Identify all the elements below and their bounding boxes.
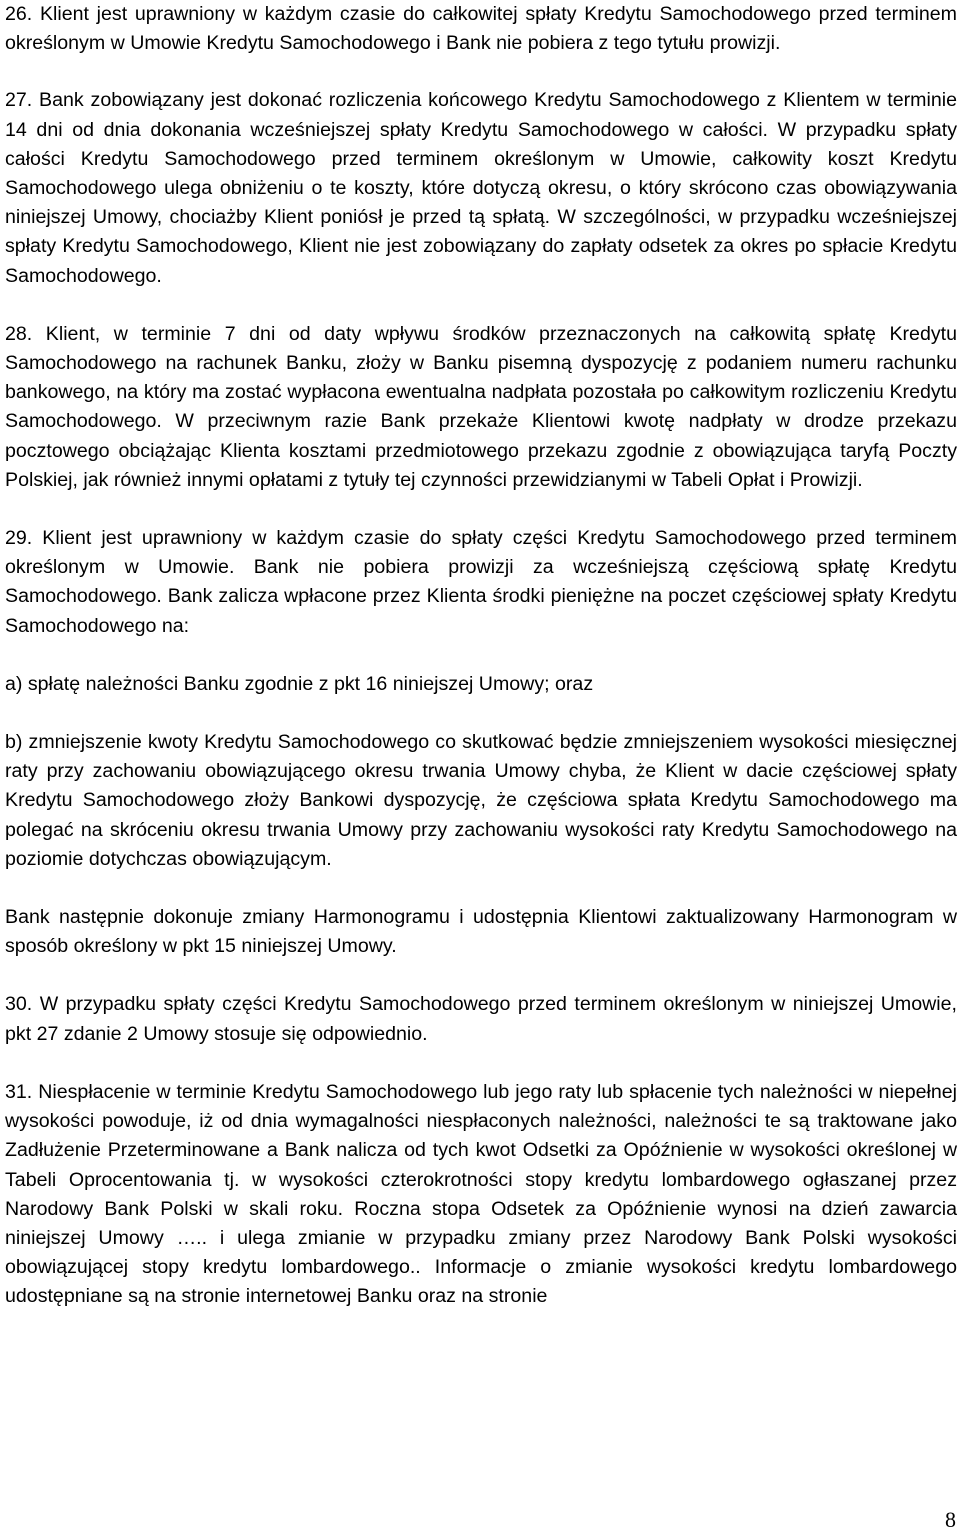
paragraph-31: 31. Niespłacenie w terminie Kredytu Samochodowego lub jego raty lub spłacenie tych należności w niepełnej wysokości powoduje, iż od dnia wymagalności niespłaconych należności, należności te są traktowane jako Zadłużenie Przeterminowane a Bank nalicza od tych kwot Odsetki za Opóźnienie w wysokości określonej w Tabeli Oprocentowania tj. w wysokości czterokrotności stopy kredytu lombardowego ogłaszanej przez Narodowy Bank Polski w skali roku. Roczna stopa Odsetek za Opóźnienie wynosi na dzień zawarcia niniejszej Umowy ….. i ulega zmianie w przypadku zmiany przez Narodowy Bank Polski wysokości obowiązującej stopy kredytu lombardowego.. Informacje o zmianie wysokości kredytu lombardowego udostępniane są na stronie internetowej Banku oraz na stronie bbox=[5, 1080, 957, 1308]
paragraph-27: 27. Bank zobowiązany jest dokonać rozliczenia końcowego Kredytu Samochodowego z Klientem w terminie 14 dni od dnia dokonania wcześniejszej spłaty Kredytu Samochodowego w całości. W przypadku spłaty całości Kredytu Samochodowego przed terminem określonym w Umowie, całkowity koszt Kredytu Samochodowego ulega obniżeniu o te koszty, które dotyczą okresu, o który skrócono czas obowiązywania niniejszej Umowy, chociażby Klient poniósł je przed tą spłatą. W szczególności, w przypadku wcześniejszej spłaty Kredytu Samochodowego, Klient nie jest zobowiązany do zapłaty odsetek za okres po spłacie Kredytu Samochodowego. bbox=[5, 89, 957, 287]
paragraph-harmonogram: Bank następnie dokonuje zmiany Harmonogramu i udostępnia Klientowi zaktualizowany Harmonogram w sposób określony w pkt 15 niniejszej Umowy. bbox=[5, 906, 957, 958]
document-body bbox=[5, 0, 957, 1341]
list-item-b: b) zmniejszenie kwoty Kredytu Samochodowego co skutkować będzie zmniejszeniem wysokości miesięcznej raty przy zachowaniu obowiązującego okresu trwania Umowy chyba, że Klient w dacie częściowej spłaty Kredytu Samochodowego złoży Bankowi dyspozycję, że częściowa spłata Kredytu Samochodowego ma polegać na skróceniu okresu trwania Umowy przy zachowaniu wysokości raty Kredytu Samochodowego na poziomie dotychczas obowiązującym. bbox=[5, 731, 957, 870]
paragraph-26: 26. Klient jest uprawniony w każdym czasie do całkowitej spłaty Kredytu Samochodowego przed terminem określonym w Umowie Kredytu Samochodowego i Bank nie pobiera z tego tytułu prowizji. bbox=[5, 3, 957, 55]
paragraph-30: 30. W przypadku spłaty części Kredytu Samochodowego przed terminem określonym w niniejszej Umowie, pkt 27 zdanie 2 Umowy stosuje się odpowiednio. bbox=[5, 993, 957, 1045]
page-number: 8 bbox=[945, 1507, 956, 1532]
paragraph-28: 28. Klient, w terminie 7 dni od daty wpływu środków przeznaczonych na całkowitą spłatę Kredytu Samochodowego na rachunek Banku, złoży w Banku pisemną dyspozycję z podaniem numeru rachunku bankowego, na który ma zostać wypłacona ewentualna nadpłata pozostała po całkowitym rozliczeniu Kredytu Samochodowego. W przeciwnym razie Bank przekaże Klientowi kwotę nadpłaty w drodze przekazu pocztowego obciążając Klienta kosztami przedmiotowego przekazu zgodnie z obowiązująca taryfą Poczty Polskiej, jak również innymi opłatami z tytuły tej czynności przewidzianymi w Tabeli Opłat i Prowizji. bbox=[5, 322, 957, 491]
paragraph-29: 29. Klient jest uprawniony w każdym czasie do spłaty części Kredytu Samochodowego przed terminem określonym w Umowie. Bank nie pobiera prowizji za wcześniejszą częściową spłatę Kredytu Samochodowego. Bank zalicza wpłacone przez Klienta środki pieniężne na poczet częściowej spłaty Kredytu Samochodowego na: bbox=[5, 527, 957, 637]
list-item-a: a) spłatę należności Banku zgodnie z pkt 16 niniejszej Umowy; oraz bbox=[5, 672, 594, 695]
